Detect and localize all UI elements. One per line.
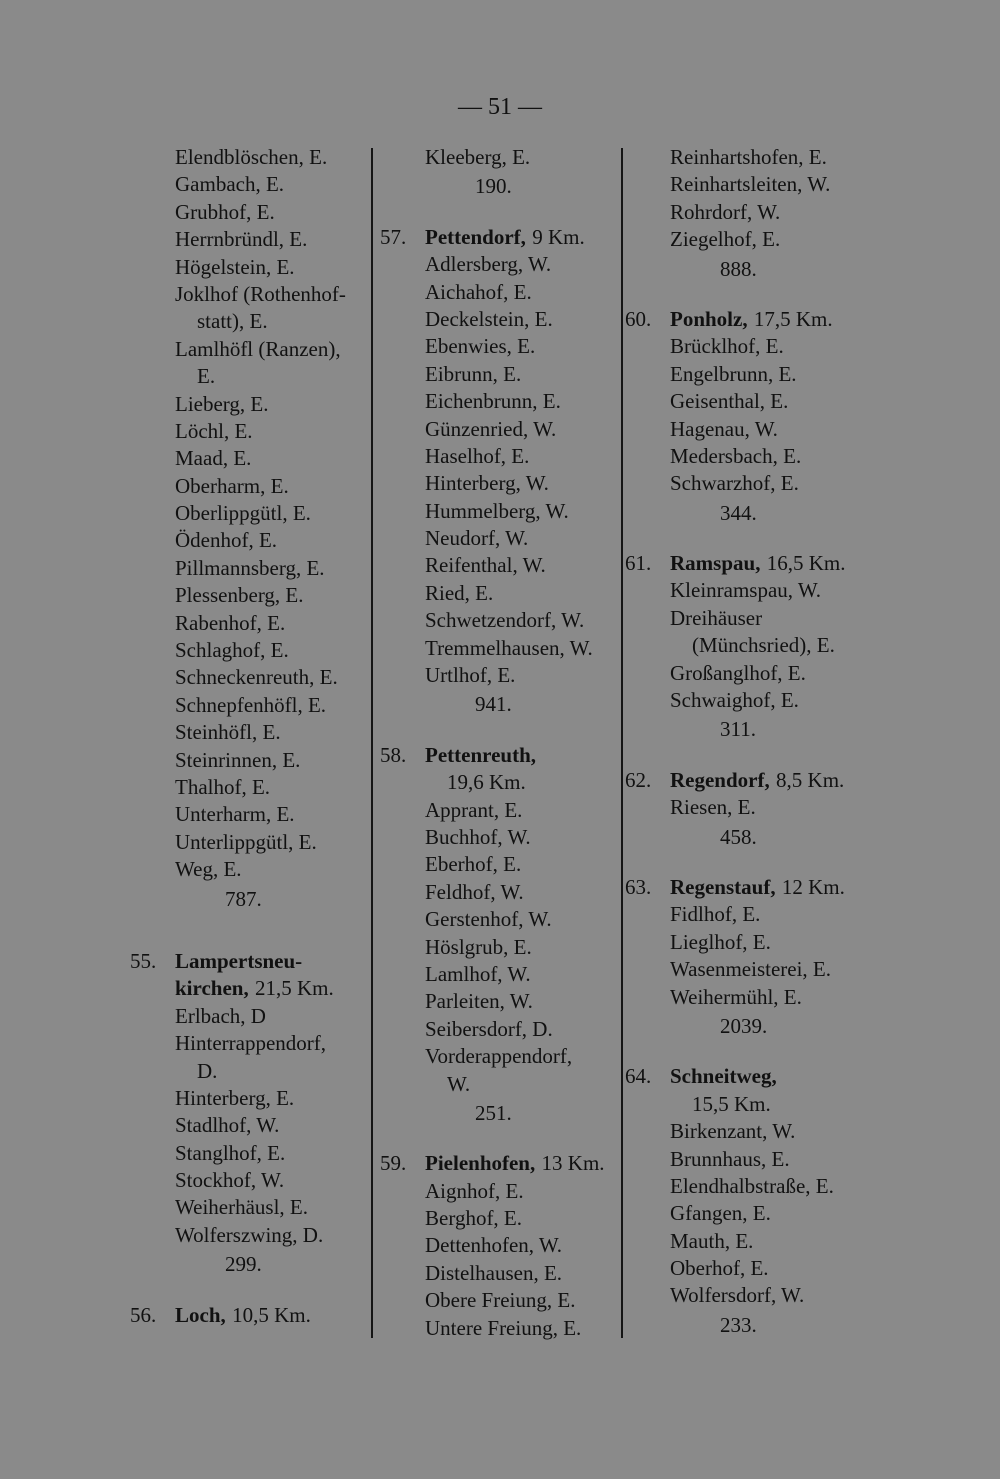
place-entry [425,306,605,333]
entry-text: Elendblöschen, E. [175,145,328,169]
place-entry [175,555,346,582]
place-entry [425,1043,605,1070]
place-entry [670,1200,846,1227]
entry-text: Oberhof, E. [670,1256,769,1281]
continuation-line [425,1071,605,1098]
entry-text: Steinrinnen, E. [175,747,301,772]
municipality-heading [625,767,846,794]
place-entry [425,416,605,443]
entry-text: Schlaghof, E. [175,638,289,663]
place-entry [670,144,846,171]
entry-text: Engelbrunn, E. [670,361,797,386]
entry-text: Stadlhof, W. [175,1113,280,1138]
place-entry [670,901,846,928]
place-entry [670,1146,846,1173]
entry-text: Gerstenhof, W. [425,907,552,932]
place-entry [425,498,605,525]
municipality-name: kirchen, [175,976,249,1001]
place-entry [175,1085,346,1112]
entry-text: Wolferszwing, D. [175,1222,324,1247]
entry-text: Hinterrappendorf, [175,1031,327,1056]
entry-text: Kleinramspau, W. [670,578,822,603]
continuation-line [670,1091,846,1118]
place-entry [670,577,846,604]
entry-text: Hagenau, W. [670,416,778,441]
place-entry [175,527,346,554]
entry-text: Hinterberg, E. [175,1085,295,1110]
municipality-name: Lampertsneu- [175,948,303,973]
entry-text: Medersbach, E. [670,443,802,468]
place-entry [175,692,346,719]
entry-text: Schwaighof, E. [670,688,799,713]
entry-text: Schwarzhof, E. [670,471,799,496]
municipality-heading [625,874,846,901]
entry-text: Gambach, E. [175,172,285,197]
entry-text: statt), E. [197,309,268,334]
entry-text: Unterharm, E. [175,802,295,827]
place-entry [425,961,605,988]
municipality-heading [130,1302,346,1329]
entry-text: Grubhof, E. [175,199,275,224]
entry-text: Geisenthal, E. [670,389,789,414]
entry-text: Herrnbründl, E. [175,227,308,252]
entry-text: 941. [475,692,512,717]
text-column-left [130,144,346,1329]
entry-number: 64. [625,1064,652,1089]
place-entry [175,1140,346,1167]
entry-text: Weg, E. [175,857,242,882]
place-entry [175,664,346,691]
municipality-heading [625,550,846,577]
population-total [175,886,346,913]
population-total [425,173,605,200]
place-entry [175,281,346,308]
municipality-heading [380,224,605,251]
place-entry [175,801,346,828]
entry-text: Thalhof, E. [175,774,271,799]
entry-text: Ried, E. [425,580,494,605]
place-entry [175,1222,346,1249]
entry-text: 311. [720,717,756,742]
entry-text: Ödenhof, E. [175,528,278,553]
column-divider [621,148,623,1338]
place-entry [175,500,346,527]
municipality-name: Regendorf, [670,767,770,792]
entry-text: Reinhartshofen, E. [670,145,827,169]
place-entry [175,144,346,171]
place-entry [425,607,605,634]
place-entry [425,144,605,171]
entry-text: Hinterberg, W. [425,471,549,496]
entry-text: 16,5 Km. [766,551,846,576]
place-entry [175,1003,346,1030]
place-entry [425,251,605,278]
municipality-name: Pettenreuth, [425,742,536,767]
entry-text: Erlbach, D [175,1003,266,1028]
entry-text: 15,5 Km. [692,1091,771,1116]
population-total [175,1251,346,1278]
place-entry [425,797,605,824]
entry-text: Lieberg, E. [175,391,269,416]
entry-text: Eberhof, E. [425,852,522,877]
place-entry [670,1255,846,1282]
place-entry [175,391,346,418]
place-entry [175,856,346,883]
entry-text: Ebenwies, E. [425,334,536,359]
entry-text: Seibersdorf, D. [425,1016,553,1041]
continuation-line [175,363,346,390]
place-entry [670,470,846,497]
place-entry [175,473,346,500]
place-entry [670,1118,846,1145]
municipality-heading [380,1150,605,1177]
entry-text: Pillmannsberg, E. [175,555,325,580]
place-entry [670,1228,846,1255]
place-entry [425,1205,605,1232]
entry-text: Reinhartsleiten, W. [670,172,831,197]
municipality-name: Regenstauf, [670,874,776,899]
municipality-name: Pielenhofen, [425,1151,536,1176]
entry-text: Weiherhäusl, E. [175,1195,309,1220]
place-entry [670,794,846,821]
place-entry [175,610,346,637]
entry-text: Günzenried, W. [425,416,557,441]
entry-text: Fidlhof, E. [670,902,761,927]
place-entry [670,687,846,714]
entry-number: 60. [625,306,652,331]
place-entry [670,388,846,415]
place-entry [175,1030,346,1057]
municipality-name: Ramspau, [670,551,761,576]
entry-number: 57. [380,224,407,249]
page-number: — 51 — [458,94,542,120]
municipality-name: Pettendorf, [425,224,526,249]
text-column-right [625,144,846,1339]
place-entry [670,605,846,632]
text-column-middle [380,144,605,1342]
place-entry [670,984,846,1011]
population-total [425,1100,605,1127]
municipality-name: Schneitweg, [670,1064,777,1089]
place-entry [175,1112,346,1139]
place-entry [425,988,605,1015]
place-entry [425,443,605,470]
place-entry [425,1178,605,1205]
entry-number: 61. [625,551,652,576]
population-total [670,256,846,283]
entry-text: Rabenhof, E. [175,610,286,635]
entry-text: Gfangen, E. [670,1201,771,1226]
place-entry [175,418,346,445]
entry-text: 10,5 Km. [232,1302,311,1327]
entry-text: 9 Km. [532,224,585,249]
entry-text: Lieglhof, E. [670,929,771,954]
entry-text: Schwetzendorf, W. [425,608,585,633]
place-entry [425,1232,605,1259]
entry-text: E. [197,364,216,389]
place-entry [670,929,846,956]
entry-text: Löchl, E. [175,418,253,443]
continuation-line [425,769,605,796]
place-entry [425,1315,605,1342]
entry-number: 63. [625,874,652,899]
place-entry [175,199,346,226]
entry-text: Untere Freiung, E. [425,1315,582,1340]
place-entry [425,1287,605,1314]
entry-text: 888. [720,256,757,281]
column-divider [371,148,373,1338]
entry-text: Apprant, E. [425,797,523,822]
entry-text: Lamlhöfl (Ranzen), [175,336,341,361]
entry-text: Parleiten, W. [425,989,533,1014]
place-entry [175,171,346,198]
entry-text: Wasenmeisterei, E. [670,957,831,982]
population-total [670,716,846,743]
entry-number: 58. [380,742,407,767]
place-entry [425,361,605,388]
municipality-heading [380,742,605,769]
place-entry [175,747,346,774]
place-entry [670,199,846,226]
entry-text: Vorderappendorf, [425,1044,573,1069]
municipality-name: Loch, [175,1302,226,1327]
entry-text: Dreihäuser [670,605,763,630]
place-entry [670,1173,846,1200]
place-entry [670,171,846,198]
entry-text: Brunnhaus, E. [670,1146,790,1171]
place-entry [425,635,605,662]
entry-text: 299. [225,1252,262,1277]
entry-text: Oberlippgütl, E. [175,501,311,526]
entry-text: Ziegelhof, E. [670,227,781,252]
entry-text: D. [197,1058,218,1083]
entry-text: 13 Km. [541,1151,605,1176]
entry-text: Eibrunn, E. [425,361,522,386]
entry-text: Högelstein, E. [175,254,295,279]
entry-text: Obere Freiung, E. [425,1288,576,1313]
entry-text: Steinhöfl, E. [175,720,281,745]
entry-text: Aichahof, E. [425,279,532,304]
place-entry [670,361,846,388]
entry-text: 21,5 Km. [255,976,334,1001]
place-entry [425,388,605,415]
place-entry [425,824,605,851]
place-entry [425,525,605,552]
entry-text: Berghof, E. [425,1206,523,1231]
place-entry [175,719,346,746]
place-entry [670,660,846,687]
municipality-name: Ponholz, [670,306,748,331]
entry-text: Haselhof, E. [425,443,530,468]
entry-text: Lamlhof, W. [425,961,531,986]
place-entry [670,226,846,253]
place-entry [175,1194,346,1221]
place-entry [425,851,605,878]
entry-text: Brücklhof, E. [670,334,784,359]
entry-text: Kleeberg, E. [425,145,531,169]
entry-text: Stanglhof, E. [175,1140,286,1165]
entry-text: Urtlhof, E. [425,663,516,688]
place-entry [670,416,846,443]
place-entry [670,333,846,360]
entry-text: Stockhof, W. [175,1168,285,1193]
place-entry [670,1282,846,1309]
place-entry [425,1260,605,1287]
entry-text: Plessenberg, E. [175,583,304,608]
population-total [670,1312,846,1339]
place-entry [175,774,346,801]
place-entry [670,956,846,983]
entry-number: 62. [625,767,652,792]
entry-text: Oberharm, E. [175,473,289,498]
entry-text: Tremmelhausen, W. [425,635,593,660]
entry-text: Distelhausen, E. [425,1260,563,1285]
entry-text: Feldhof, W. [425,879,524,904]
entry-text: 251. [475,1100,512,1125]
entry-text: Mauth, E. [670,1228,754,1253]
entry-text: Rohrdorf, W. [670,199,781,224]
place-entry [425,470,605,497]
entry-text: 787. [225,886,262,911]
entry-text: Unterlippgütl, E. [175,829,317,854]
place-entry [175,829,346,856]
entry-number: 56. [130,1302,157,1327]
place-entry [175,336,346,363]
place-entry [425,906,605,933]
entry-text: Großanglhof, E. [670,660,806,685]
entry-text: W. [447,1071,471,1096]
entry-text: Birkenzant, W. [670,1119,796,1144]
entry-text: Wolfersdorf, W. [670,1283,805,1308]
place-entry [175,1167,346,1194]
entry-text: Hummelberg, W. [425,498,569,523]
entry-text: 233. [720,1312,757,1337]
entry-text: 2039. [720,1013,768,1038]
entry-text: 344. [720,500,757,525]
place-entry [425,879,605,906]
entry-text: Schneckenreuth, E. [175,665,338,690]
population-total [670,500,846,527]
entry-text: 190. [475,174,512,199]
entry-text: Neudorf, W. [425,526,529,551]
place-entry [425,580,605,607]
entry-text: Buchhof, W. [425,824,531,849]
continuation-line [175,308,346,335]
entry-text: 458. [720,824,757,849]
place-entry [175,582,346,609]
entry-text: Weihermühl, E. [670,984,802,1009]
municipality-heading [625,1063,846,1090]
entry-number: 55. [130,948,157,973]
entry-text: Adlersberg, W. [425,252,552,277]
entry-text: 12 Km. [781,874,845,899]
entry-text: 19,6 Km. [447,770,526,795]
population-total [670,824,846,851]
place-entry [425,333,605,360]
place-entry [175,445,346,472]
population-total [670,1013,846,1040]
entry-text: Elendhalbstraße, E. [670,1173,834,1198]
place-entry [425,552,605,579]
entry-text: Schnepfenhöfl, E. [175,692,327,717]
entry-text: 17,5 Km. [753,306,833,331]
entry-text: Dettenhofen, W. [425,1233,563,1258]
entry-text: Aignhof, E. [425,1178,524,1203]
entry-text: (Münchsried), E. [692,633,835,658]
place-entry [425,934,605,961]
place-entry [425,662,605,689]
entry-text: Eichenbrunn, E. [425,389,561,414]
entry-text: 8,5 Km. [776,767,845,792]
population-total [425,691,605,718]
entry-text: Deckelstein, E. [425,306,553,331]
continuation-line [175,1058,346,1085]
municipality-heading [130,948,346,975]
continuation-line [670,632,846,659]
place-entry [175,975,346,1002]
place-entry [175,637,346,664]
municipality-heading [625,306,846,333]
entry-text: Reifenthal, W. [425,553,546,578]
entry-text: Joklhof (Rothenhof- [175,281,346,306]
place-entry [175,226,346,253]
entry-text: Maad, E. [175,446,252,471]
entry-text: Höslgrub, E. [425,934,532,959]
place-entry [175,254,346,281]
entry-text: Riesen, E. [670,795,756,820]
place-entry [670,443,846,470]
place-entry [425,1016,605,1043]
entry-number: 59. [380,1151,407,1176]
place-entry [425,279,605,306]
